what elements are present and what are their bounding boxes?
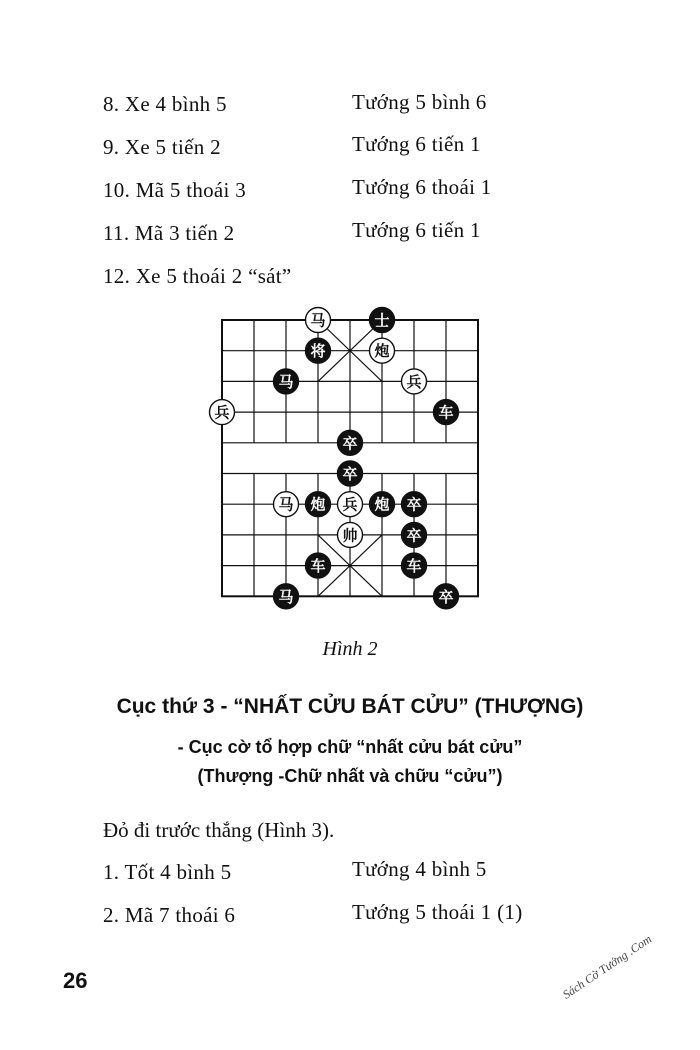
piece-black [306,492,331,517]
piece-black [402,492,427,517]
move-11-black: Tướng 6 tiến 1 [352,218,481,242]
piece-label: 卒 [406,495,422,514]
piece-label: 车 [406,557,422,576]
piece-black [306,338,331,363]
piece-label: 兵 [342,495,358,514]
piece-label: 炮 [374,342,390,361]
piece-label: 卒 [342,434,358,453]
section-subtitle-line2: (Thượng -Chữ nhất và chữu “cửu”) [197,766,503,786]
section-subtitle-line1: - Cục cờ tổ hợp chữ “nhất cửu bát cửu” [177,737,523,757]
move-8-red: 8. Xe 4 bình 5 [103,92,227,116]
move-10-red: 10. Mã 5 thoái 3 [103,178,247,202]
piece-black [402,553,427,578]
piece-label: 炮 [374,495,390,514]
piece-label: 士 [374,311,390,330]
figure-caption: Hình 2 [322,638,378,660]
move-9-black: Tướng 6 tiến 1 [352,132,481,156]
move-8-black: Tướng 5 bình 6 [352,90,487,114]
piece-black [434,584,459,609]
piece-black [434,400,459,425]
piece-black [274,584,299,609]
piece-label: 马 [278,372,294,391]
piece-label: 炮 [310,495,326,514]
piece-red [370,338,395,363]
move-2-red: 2. Mã 7 thoái 6 [103,903,236,927]
piece-label: 车 [310,557,326,576]
piece-label: 马 [278,495,294,514]
piece-red [210,400,235,425]
piece-black [370,492,395,517]
piece-red [338,492,363,517]
piece-label: 帅 [342,526,358,545]
piece-label: 马 [310,311,326,330]
move-2-black: Tướng 5 thoái 1 (1) [352,900,523,924]
piece-label: 兵 [406,372,422,391]
piece-black [370,308,395,333]
piece-black [402,522,427,547]
piece-black [338,461,363,486]
piece-black [306,553,331,578]
section-title: Cục thứ 3 - “NHẤT CỬU BÁT CỬU” (THƯỢNG) [116,695,584,718]
piece-label: 将 [310,342,326,361]
intro-text: Đỏ đi trước thắng (Hình 3). [103,818,335,842]
piece-label: 兵 [214,403,230,422]
move-1-red: 1. Tốt 4 bình 5 [103,860,232,884]
move-11-red: 11. Mã 3 tiến 2 [103,221,235,245]
piece-black [274,369,299,394]
piece-label: 卒 [406,526,422,545]
piece-label: 卒 [342,465,358,483]
move-12-red: 12. Xe 5 thoái 2 “sát” [103,264,292,288]
xiangqi-board-diagram [214,308,482,610]
watermark: Sách Cờ Tướng .Com [560,931,655,1002]
move-1-black: Tướng 4 bình 5 [352,857,487,881]
piece-red [402,369,427,394]
piece-label: 马 [278,587,294,606]
piece-red [338,522,363,547]
move-10-black: Tướng 6 thoái 1 [352,175,492,199]
move-9-red: 9. Xe 5 tiến 2 [103,135,221,159]
piece-red [306,308,331,333]
piece-red [274,492,299,517]
piece-label: 卒 [438,587,454,606]
page-number: 26 [63,968,88,993]
piece-label: 车 [438,403,454,422]
piece-black [338,430,363,455]
